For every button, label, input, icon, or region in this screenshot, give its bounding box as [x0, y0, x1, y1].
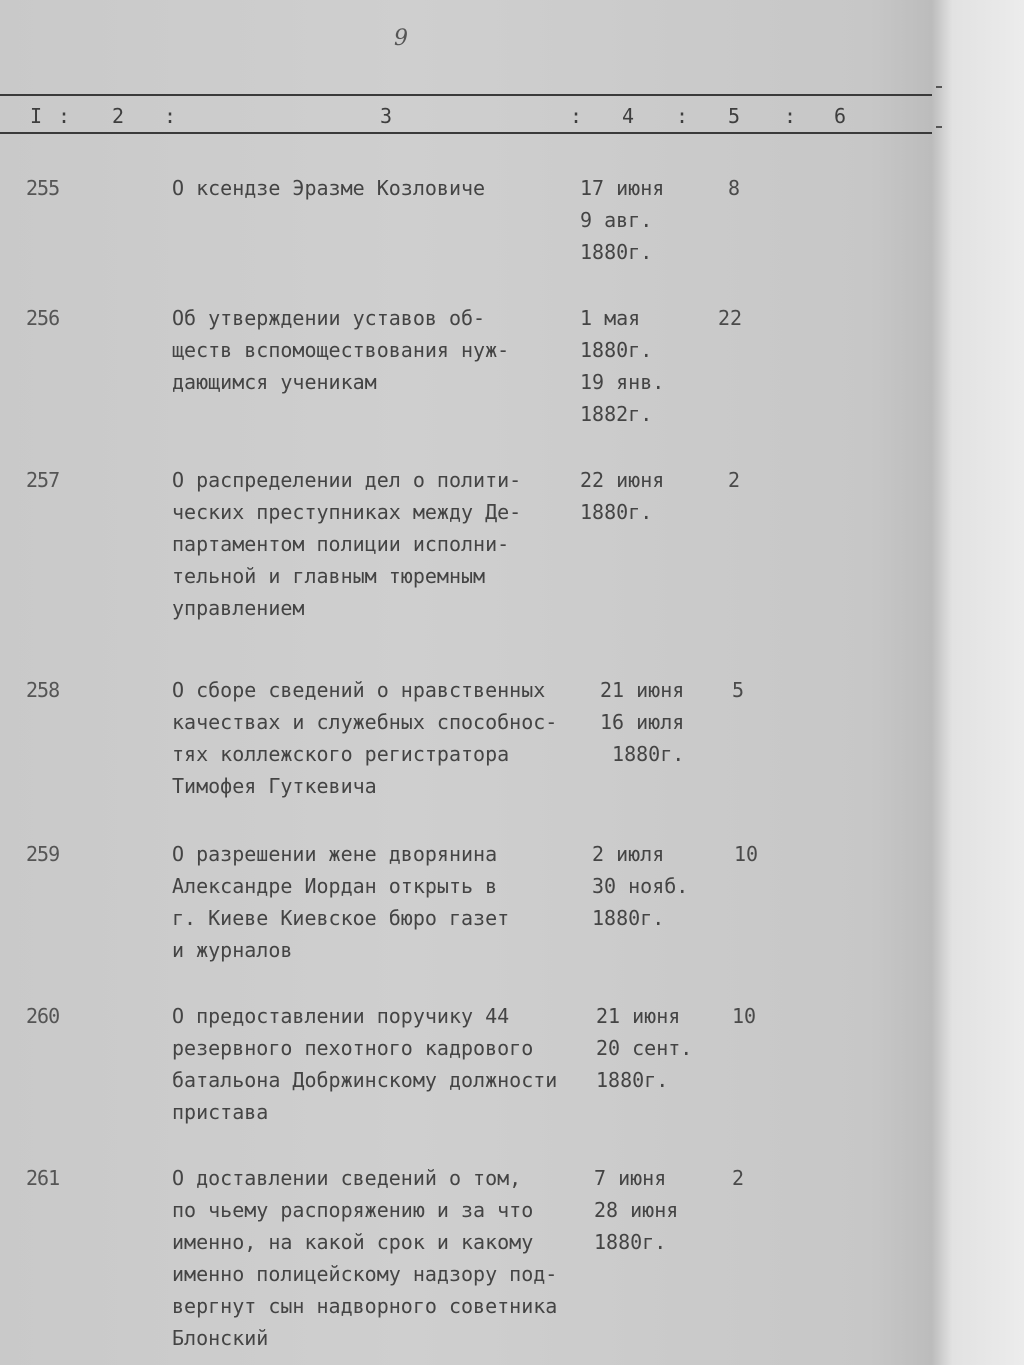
row-title: О доставлении сведений о том, по чьему распоряжению и за что именно, на какой срок и какому именно полицейскому надзору под- вергнут сын надворного советника Блонский: [172, 1166, 558, 1350]
row-page-count: 22: [718, 306, 743, 330]
row-page-count: 8: [728, 176, 741, 200]
row-dates: 7 июня 28 июня 1880г.: [594, 1166, 679, 1254]
row-title: О ксендзе Эразме Козловиче: [172, 176, 486, 200]
row-dates: 21 июня 20 сент. 1880г.: [596, 1004, 693, 1092]
margin-mark: [936, 86, 942, 88]
row-dates: 1 мая 1880г. 19 янв. 1882г.: [580, 306, 665, 426]
column-header-2: 2: [112, 104, 125, 128]
column-header-3: 3: [380, 104, 393, 128]
row-number: 259: [26, 842, 60, 866]
header-rule-bottom: [0, 132, 932, 134]
row-title: О разрешении жене дворянина Александре Иордан открыть в г. Киеве Киевское бюро газет и журналов: [172, 842, 510, 962]
row-number: 256: [26, 306, 60, 330]
row-page-count: 5: [732, 678, 745, 702]
margin-mark: [936, 126, 942, 128]
row-number: 255: [26, 176, 60, 200]
row-number: 257: [26, 468, 60, 492]
column-header-6: 6: [834, 104, 847, 128]
row-page-count: 10: [732, 1004, 757, 1028]
column-separator: :: [676, 104, 689, 128]
row-title: О распределении дел о полити- ческих преступниках между Де- партаментом полиции исполни- тельной и главным тюремным управлением: [172, 468, 522, 620]
column-header-5: 5: [728, 104, 741, 128]
column-header-1: I: [30, 104, 43, 128]
row-dates: 2 июля 30 нояб. 1880г.: [592, 842, 689, 930]
row-number: 260: [26, 1004, 60, 1028]
row-dates: 22 июня 1880г.: [580, 468, 665, 524]
row-title: Об утверждении уставов об- ществ вспомоществования нуж- дающимся ученикам: [172, 306, 510, 394]
page-number: 9: [394, 26, 408, 51]
row-page-count: 2: [732, 1166, 745, 1190]
header-rule-top: [0, 94, 932, 96]
row-page-count: 10: [734, 842, 759, 866]
column-separator: :: [58, 104, 71, 128]
row-title: О сборе сведений о нравственных качествах и служебных способнос- тях коллежского регистратора Тимофея Гуткевича: [172, 678, 558, 798]
row-page-count: 2: [728, 468, 741, 492]
row-title: О предоставлении поручику 44 резервного пехотного кадрового батальона Добржинскому должности пристава: [172, 1004, 558, 1124]
row-dates: 17 июня 9 авг. 1880г.: [580, 176, 665, 264]
column-separator: :: [570, 104, 583, 128]
row-number: 261: [26, 1166, 60, 1190]
column-separator: :: [784, 104, 797, 128]
column-separator: :: [164, 104, 177, 128]
row-dates: 21 июня 16 июля 1880г.: [600, 678, 685, 766]
row-number: 258: [26, 678, 60, 702]
column-header-4: 4: [622, 104, 635, 128]
